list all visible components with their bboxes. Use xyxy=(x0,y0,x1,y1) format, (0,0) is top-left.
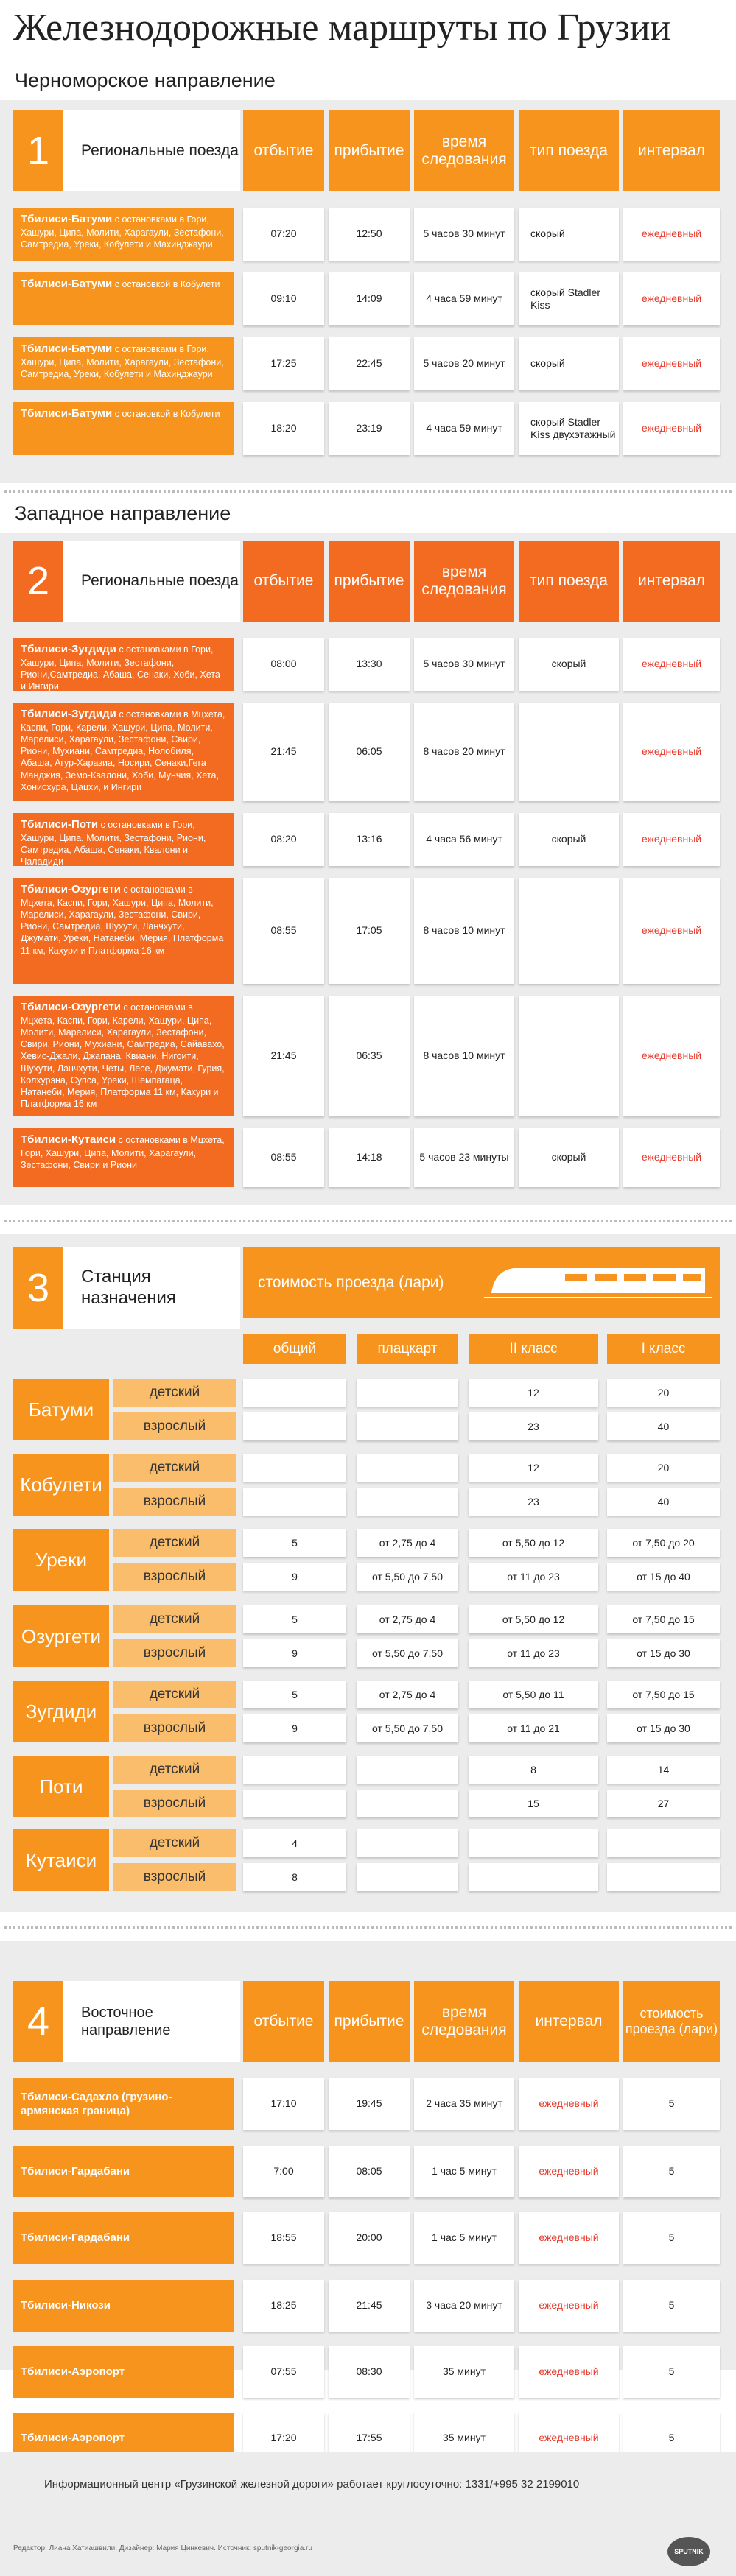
train-type: скорый xyxy=(519,638,619,691)
route-stops: с остановками в Мцхета, Каспи, Гори, Карели, Хашури, Ципа, Молити, Марелиси, Харагаули, Зестафони, Свири, Риони, Мухиани, Самтредиа, Нолобиля, Абаша, Агур-Харазиа, Носири, Сенаки,Гега Манджия, Земо-Квалони, Хоби, Мунчия, Хета, Хонисхура, Цацхи, и Ингири xyxy=(21,709,225,792)
arrive-time: 21:45 xyxy=(329,2280,410,2332)
route-stops: с остановками в Гори, Хашури, Ципа, Молити, Зестафони, Риони, Самтредиа, Абаша, Сенаки, Квалони и Чаладиди xyxy=(21,820,206,866)
fare-cell: от 11 до 21 xyxy=(469,1714,598,1742)
fare-cell: 4 xyxy=(243,1829,346,1857)
depart-time: 07:55 xyxy=(243,2346,324,2398)
arrive-time: 17:55 xyxy=(329,2413,410,2464)
fare-cell xyxy=(243,1756,346,1784)
interval: ежедневный xyxy=(623,703,720,801)
fare-cell: от 5,50 до 11 xyxy=(469,1681,598,1708)
arrive-time: 12:50 xyxy=(329,208,410,261)
route-name: Тбилиси-Зугдиди xyxy=(21,643,116,655)
duration: 5 часов 30 минут xyxy=(414,638,514,691)
interval: ежедневный xyxy=(519,2212,619,2264)
interval: ежедневный xyxy=(519,2280,619,2332)
fare-cell xyxy=(357,1454,458,1482)
fare-cell xyxy=(357,1756,458,1784)
header-arrive: прибытие xyxy=(329,110,410,191)
interval: ежедневный xyxy=(623,638,720,691)
fare-cell: от 5,50 до 7,50 xyxy=(357,1563,458,1591)
fare-cell xyxy=(243,1790,346,1817)
route-name-cell xyxy=(13,996,234,1116)
fare-cell: 40 xyxy=(607,1412,720,1440)
route-name-cell xyxy=(13,272,234,325)
passenger-child: детский xyxy=(113,1605,236,1633)
arrive-time: 08:30 xyxy=(329,2346,410,2398)
interval: ежедневный xyxy=(623,272,720,325)
duration: 4 часа 59 минут xyxy=(414,272,514,325)
passenger-adult: взрослый xyxy=(113,1412,236,1440)
fare-header xyxy=(243,1247,720,1318)
section-3-label: Станция назначения xyxy=(63,1247,240,1329)
header-train-type-2: тип поезда xyxy=(519,541,619,622)
fare-header-label: стоимость проезда (лари) xyxy=(258,1273,444,1291)
depart-time: 08:55 xyxy=(243,878,324,984)
duration: 4 часа 59 минут xyxy=(414,402,514,455)
header-arrive-2: прибытие xyxy=(329,541,410,622)
arrive-time: 20:00 xyxy=(329,2212,410,2264)
passenger-child: детский xyxy=(113,1529,236,1557)
section-1-label: Региональные поезда xyxy=(63,110,240,191)
depart-time: 18:25 xyxy=(243,2280,324,2332)
route-name-cell xyxy=(13,402,234,455)
divider xyxy=(4,490,732,493)
duration: 2 часа 35 минут xyxy=(414,2078,514,2130)
fare-cell xyxy=(357,1379,458,1407)
arrive-time: 17:05 xyxy=(329,878,410,984)
header-depart-2: отбытие xyxy=(243,541,324,622)
depart-time: 18:55 xyxy=(243,2212,324,2264)
arrive-time: 08:05 xyxy=(329,2146,410,2197)
train-type xyxy=(519,878,619,984)
fare-cell: 23 xyxy=(469,1412,598,1440)
fare-cell: 8 xyxy=(469,1756,598,1784)
passenger-child: детский xyxy=(113,1756,236,1784)
route-name: Тбилиси-Зугдиди xyxy=(21,708,116,720)
passenger-adult: взрослый xyxy=(113,1563,236,1591)
route-stops: с остановками в Мцхета, Каспи, Гори, Хашури, Ципа, Молити, Марелиси, Харагаули, Зестафони, Свири, Риони, Самтредиа, Шухути, Ланчхути, Джумати, Уреки, Натанеби, Мерия, Платформа 11 км, Кахури и Платформа 16 км xyxy=(21,884,224,956)
header-duration-2: время следования xyxy=(414,541,514,622)
train-icon xyxy=(484,1264,712,1302)
train-type: скорый Stadler Kiss двухэтажный xyxy=(519,402,619,455)
passenger-child: детский xyxy=(113,1379,236,1407)
fare-cell: от 5,50 до 7,50 xyxy=(357,1639,458,1667)
route-stops: с остановкой в Кобулети xyxy=(112,409,220,419)
duration: 35 минут xyxy=(414,2413,514,2464)
train-type: скорый xyxy=(519,1128,619,1187)
route-stops: с остановками в Гори, Хашури, Ципа, Молити, Харагаули, Зестафони, Самтредиа, Уреки, Кобулети и Махинджаури xyxy=(21,214,224,250)
depart-time: 08:20 xyxy=(243,813,324,866)
route-stops: с остановками в Гори, Хашури, Ципа, Молити, Харагаули, Зестафони, Самтредиа, Уреки, Кобулети и Махинджаури xyxy=(21,344,224,379)
station-name: Уреки xyxy=(13,1529,109,1591)
train-type xyxy=(519,703,619,801)
fare-cell: от 7,50 до 20 xyxy=(607,1529,720,1557)
duration: 8 часов 10 минут xyxy=(414,878,514,984)
header-duration-4: время следования xyxy=(414,1981,514,2062)
interval: ежедневный xyxy=(623,208,720,261)
arrive-time: 22:45 xyxy=(329,337,410,390)
train-type: скорый Stadler Kiss xyxy=(519,272,619,325)
fare: 5 xyxy=(623,2413,720,2464)
fare-cell xyxy=(243,1454,346,1482)
fare-cell: 20 xyxy=(607,1454,720,1482)
train-type: скорый xyxy=(519,813,619,866)
header-interval-4: интервал xyxy=(519,1981,619,2062)
fare-cell: 12 xyxy=(469,1379,598,1407)
section-1-heading: Черноморское направление xyxy=(15,69,276,91)
duration: 5 часов 20 минут xyxy=(414,337,514,390)
section-2-number: 2 xyxy=(13,541,63,622)
fare: 5 xyxy=(623,2146,720,2197)
depart-time: 07:20 xyxy=(243,208,324,261)
train-type: скорый xyxy=(519,337,619,390)
header-duration: время следования xyxy=(414,110,514,191)
fare-cell: 8 xyxy=(243,1863,346,1891)
fare: 5 xyxy=(623,2212,720,2264)
fare-cell: от 15 до 30 xyxy=(607,1639,720,1667)
route-name: Тбилиси-Садахло (грузино-армянская граница) xyxy=(13,2078,234,2130)
duration: 1 час 5 минут xyxy=(414,2146,514,2197)
header-fare-4: стоимость проезда (лари) xyxy=(623,1981,720,2062)
duration: 4 часа 56 минут xyxy=(414,813,514,866)
station-name: Поти xyxy=(13,1756,109,1817)
route-name: Тбилиси-Гардабани xyxy=(13,2146,234,2197)
fare-cell: 20 xyxy=(607,1379,720,1407)
fare-cell: 9 xyxy=(243,1714,346,1742)
divider xyxy=(4,1220,732,1222)
interval: ежедневный xyxy=(623,813,720,866)
interval: ежедневный xyxy=(623,996,720,1116)
route-stops: с остановками в Мцхета, Каспи, Гори, Карели, Хашури, Ципа, Молити, Марелиси, Харагаули, Зестафони, Свири, Риони, Мухиани, Самтредиа, Сайавахо, Хевис-Джали, Джапана, Квиани, Нигоити, Шухути, Ланчхути, Четы, Лесе, Джумати, Гурия, Колхурэна, Супса, Уреки, Шемпагаца, Натанеби, Мерия, Платформа 11 км, Кахури и Платформа 16 км xyxy=(21,1002,225,1110)
fare: 5 xyxy=(623,2346,720,2398)
depart-time: 18:20 xyxy=(243,402,324,455)
fare-column-header: плацкарт xyxy=(357,1334,458,1364)
depart-time: 7:00 xyxy=(243,2146,324,2197)
interval: ежедневный xyxy=(623,402,720,455)
fare: 5 xyxy=(623,2078,720,2130)
duration: 5 часов 30 минут xyxy=(414,208,514,261)
fare-cell: 5 xyxy=(243,1529,346,1557)
fare-cell: от 15 до 30 xyxy=(607,1714,720,1742)
route-name: Тбилиси-Озургети xyxy=(21,1001,121,1013)
duration: 1 час 5 минут xyxy=(414,2212,514,2264)
interval: ежедневный xyxy=(623,337,720,390)
fare-cell: 9 xyxy=(243,1563,346,1591)
fare-cell xyxy=(357,1829,458,1857)
route-stops: с остановкой в Кобулети xyxy=(112,279,220,289)
route-name: Тбилиси-Батуми xyxy=(21,407,113,420)
route-name-cell xyxy=(13,337,234,390)
section-3-number: 3 xyxy=(13,1247,63,1329)
passenger-adult: взрослый xyxy=(113,1639,236,1667)
fare-cell: 23 xyxy=(469,1488,598,1516)
route-name: Тбилиси-Кутаиси xyxy=(21,1133,116,1146)
arrive-time: 14:18 xyxy=(329,1128,410,1187)
passenger-child: детский xyxy=(113,1829,236,1857)
route-stops: с остановками в Гори, Хашури, Ципа, Молити, Зестафони, Риони,Самтредиа, Абаша, Сенаки, Хоби, Хета и Ингири xyxy=(21,644,220,691)
duration: 5 часов 23 минуты xyxy=(414,1128,514,1187)
header-train-type: тип поезда xyxy=(519,110,619,191)
route-name: Тбилиси-Батуми xyxy=(21,213,113,225)
fare-cell: от 11 до 23 xyxy=(469,1639,598,1667)
interval: ежедневный xyxy=(623,1128,720,1187)
route-name: Тбилиси-Аэропорт xyxy=(13,2413,234,2464)
footer xyxy=(0,2452,736,2576)
interval: ежедневный xyxy=(519,2346,619,2398)
duration: 35 минут xyxy=(414,2346,514,2398)
route-name: Тбилиси-Гардабани xyxy=(13,2212,234,2264)
passenger-child: детский xyxy=(113,1454,236,1482)
fare-cell: от 5,50 до 12 xyxy=(469,1529,598,1557)
header-arrive-4: прибытие xyxy=(329,1981,410,2062)
fare-cell xyxy=(469,1863,598,1891)
passenger-adult: взрослый xyxy=(113,1863,236,1891)
fare-cell xyxy=(607,1863,720,1891)
fare-cell xyxy=(469,1829,598,1857)
train-type xyxy=(519,996,619,1116)
route-name: Тбилиси-Батуми xyxy=(21,278,113,290)
fare-cell xyxy=(243,1379,346,1407)
duration: 8 часов 10 минут xyxy=(414,996,514,1116)
route-name: Тбилиси-Озургети xyxy=(21,883,121,895)
fare-cell: 5 xyxy=(243,1681,346,1708)
fare-cell xyxy=(243,1412,346,1440)
duration: 3 часа 20 минут xyxy=(414,2280,514,2332)
route-name-cell xyxy=(13,208,234,261)
route-name: Тбилиси-Батуми xyxy=(21,342,113,355)
station-name: Батуми xyxy=(13,1379,109,1440)
route-name: Тбилиси-Аэропорт xyxy=(13,2346,234,2398)
header-interval: интервал xyxy=(623,110,720,191)
depart-time: 17:10 xyxy=(243,2078,324,2130)
fare-cell xyxy=(243,1488,346,1516)
route-name-cell xyxy=(13,878,234,984)
route-name-cell xyxy=(13,1128,234,1187)
divider xyxy=(4,1926,732,1929)
passenger-adult: взрослый xyxy=(113,1790,236,1817)
fare-cell: от 5,50 до 12 xyxy=(469,1605,598,1633)
passenger-adult: взрослый xyxy=(113,1714,236,1742)
section-4-label: Восточное направление xyxy=(63,1981,240,2062)
fare-cell xyxy=(357,1790,458,1817)
arrive-time: 06:35 xyxy=(329,996,410,1116)
fare-column-header: I класс xyxy=(607,1334,720,1364)
arrive-time: 14:09 xyxy=(329,272,410,325)
fare-cell xyxy=(357,1863,458,1891)
fare-cell: 9 xyxy=(243,1639,346,1667)
route-stops: с остановками в Мцхета, Гори, Хашури, Ципа, Молити, Харагаули, Зестафони, Свири и Риони xyxy=(21,1135,225,1170)
fare-cell: 27 xyxy=(607,1790,720,1817)
fare-cell xyxy=(357,1488,458,1516)
train-type: скорый xyxy=(519,208,619,261)
page-title: Железнодорожные маршруты по Грузии xyxy=(0,0,736,65)
fare-cell: от 7,50 до 15 xyxy=(607,1681,720,1708)
interval: ежедневный xyxy=(519,2413,619,2464)
depart-time: 21:45 xyxy=(243,703,324,801)
route-name: Тбилиси-Поти xyxy=(21,818,99,831)
fare-cell: 5 xyxy=(243,1605,346,1633)
station-name: Зугдиди xyxy=(13,1681,109,1742)
arrive-time: 23:19 xyxy=(329,402,410,455)
fare-cell xyxy=(357,1412,458,1440)
header-depart: отбытие xyxy=(243,110,324,191)
fare-column-header: II класс xyxy=(469,1334,598,1364)
header-depart-4: отбытие xyxy=(243,1981,324,2062)
depart-time: 17:25 xyxy=(243,337,324,390)
fare-cell: от 2,75 до 4 xyxy=(357,1605,458,1633)
interval: ежедневный xyxy=(519,2146,619,2197)
depart-time: 09:10 xyxy=(243,272,324,325)
station-name: Озургети xyxy=(13,1605,109,1667)
section-2-label: Региональные поезда xyxy=(63,541,240,622)
route-name-cell xyxy=(13,703,234,801)
fare-cell: 15 xyxy=(469,1790,598,1817)
header-interval-2: интервал xyxy=(623,541,720,622)
station-name: Кутаиси xyxy=(13,1829,109,1891)
fare-cell: 12 xyxy=(469,1454,598,1482)
sputnik-logo: SPUTNIK xyxy=(667,2537,710,2566)
depart-time: 08:55 xyxy=(243,1128,324,1187)
fare-cell: от 5,50 до 7,50 xyxy=(357,1714,458,1742)
footer-credits: Редактор: Лиана Хатиашвили. Дизайнер: Мария Цинкевич. Источник: sputnik-georgia.ru xyxy=(13,2544,312,2552)
arrive-time: 06:05 xyxy=(329,703,410,801)
passenger-child: детский xyxy=(113,1681,236,1708)
fare-cell xyxy=(607,1829,720,1857)
fare-cell: от 15 до 40 xyxy=(607,1563,720,1591)
station-name: Кобулети xyxy=(13,1454,109,1516)
fare-cell: от 7,50 до 15 xyxy=(607,1605,720,1633)
passenger-adult: взрослый xyxy=(113,1488,236,1516)
arrive-time: 19:45 xyxy=(329,2078,410,2130)
fare-cell: от 2,75 до 4 xyxy=(357,1529,458,1557)
route-name-cell xyxy=(13,638,234,691)
fare-column-header: общий xyxy=(243,1334,346,1364)
footer-info: Информационный центр «Грузинской железной дороги» работает круглосуточно: 1331/+995 32 2199010 xyxy=(44,2478,580,2491)
fare-cell: 40 xyxy=(607,1488,720,1516)
interval: ежедневный xyxy=(519,2078,619,2130)
fare-cell: 14 xyxy=(607,1756,720,1784)
depart-time: 08:00 xyxy=(243,638,324,691)
section-2-heading: Западное направление xyxy=(15,502,231,524)
duration: 8 часов 20 минут xyxy=(414,703,514,801)
arrive-time: 13:30 xyxy=(329,638,410,691)
depart-time: 17:20 xyxy=(243,2413,324,2464)
section-1-number: 1 xyxy=(13,110,63,191)
section-4-number: 4 xyxy=(13,1981,63,2062)
interval: ежедневный xyxy=(623,878,720,984)
fare: 5 xyxy=(623,2280,720,2332)
fare-cell: от 11 до 23 xyxy=(469,1563,598,1591)
route-name: Тбилиси-Никози xyxy=(13,2280,234,2332)
fare-cell: от 2,75 до 4 xyxy=(357,1681,458,1708)
depart-time: 21:45 xyxy=(243,996,324,1116)
arrive-time: 13:16 xyxy=(329,813,410,866)
route-name-cell xyxy=(13,813,234,866)
